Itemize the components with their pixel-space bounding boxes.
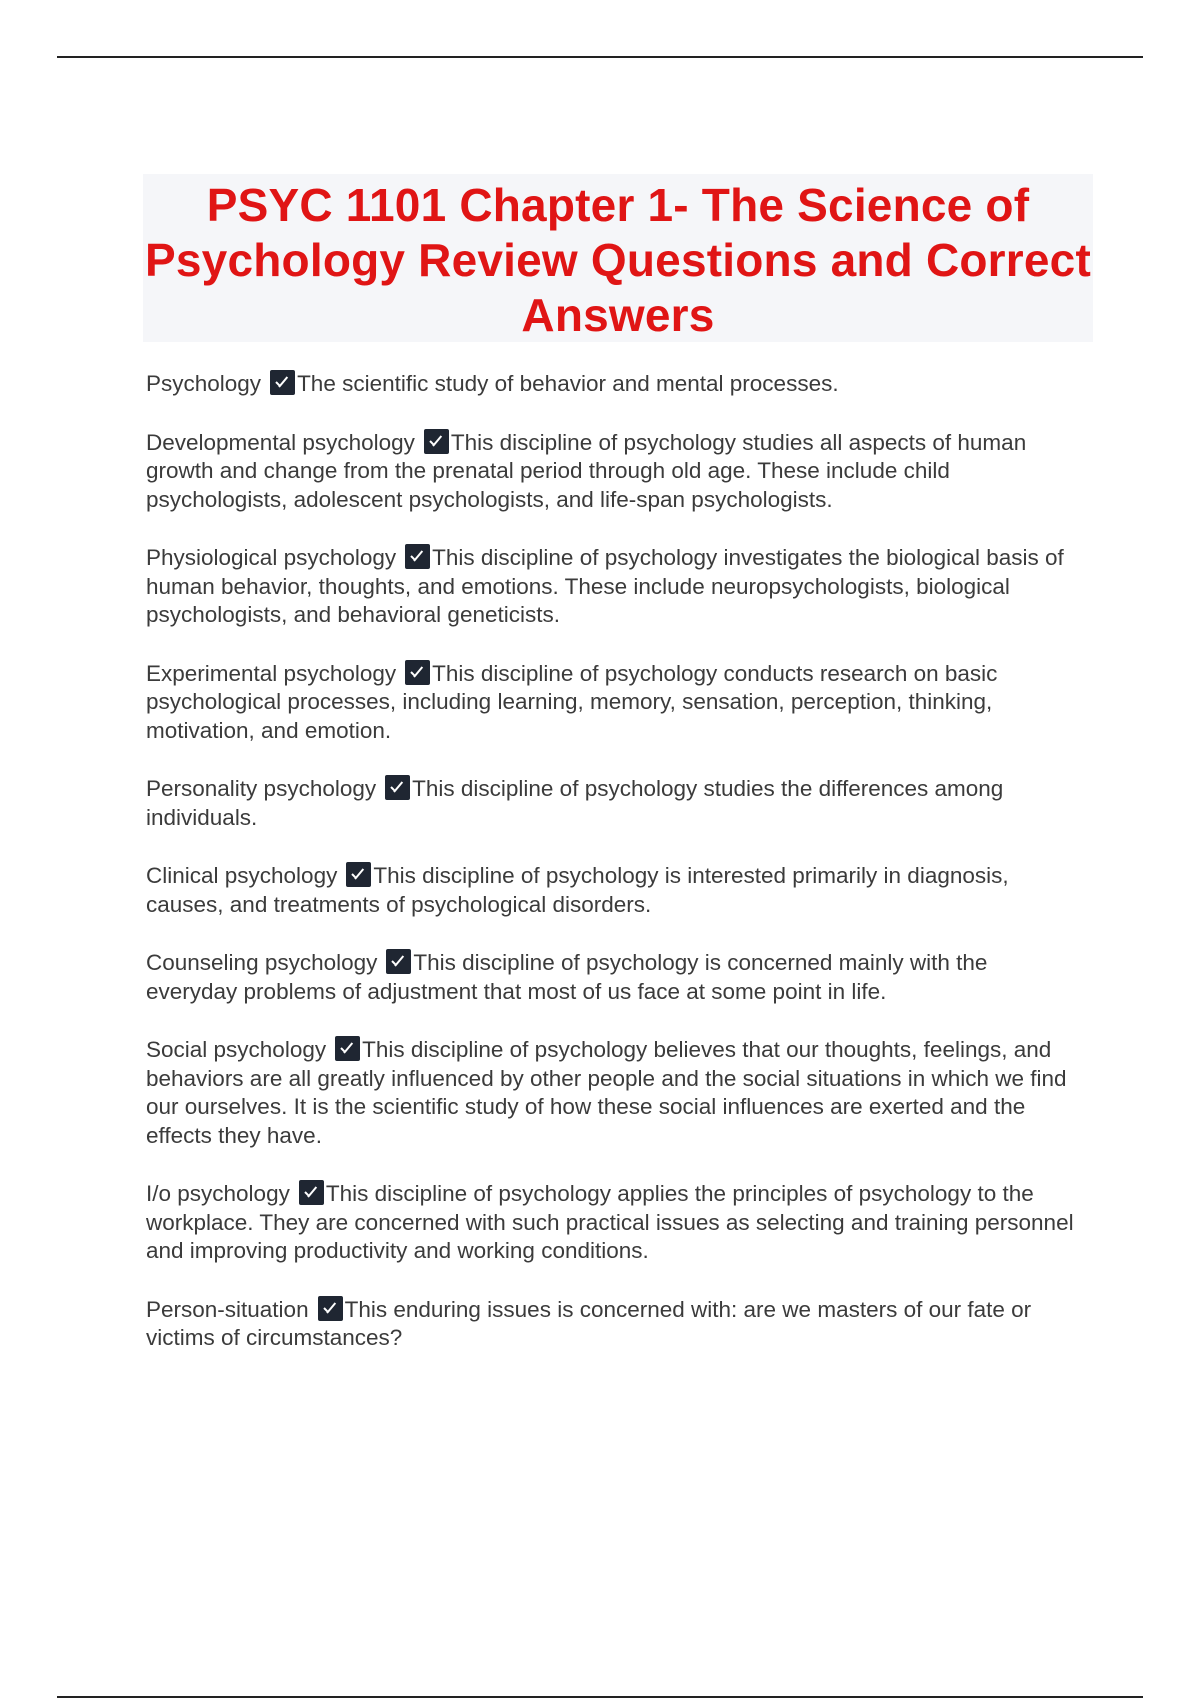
qa-list — [146, 370, 1081, 1383]
entry-term: Psychology — [146, 371, 262, 396]
title-banner — [143, 174, 1093, 342]
entry-term: Counseling psychology — [146, 950, 378, 975]
entry-definition: The scientific study of behavior and mental processes. — [297, 371, 839, 396]
qa-entry — [146, 544, 1081, 630]
qa-entry — [146, 862, 1081, 919]
entry-term: Experimental psychology — [146, 660, 397, 686]
check-mark-icon — [386, 949, 411, 974]
entry-definition: This discipline of psychology applies the principles of psychology to the workplace. They are concerned with such practical issues as selecting and training personnel and improving productivity and working conditions. — [146, 1181, 1074, 1263]
check-mark-icon — [270, 370, 295, 395]
document-title: PSYC 1101 Chapter 1- The Science of Psychology Review Questions and Correct Answers — [145, 179, 1091, 341]
entry-definition: This discipline of psychology studies the differences among individuals. — [146, 776, 1004, 830]
qa-entry — [146, 1180, 1081, 1266]
entry-term: Developmental psychology — [146, 429, 415, 455]
qa-entry — [146, 775, 1081, 832]
entry-term: Clinical psychology — [146, 863, 338, 888]
check-mark-icon — [385, 775, 410, 800]
check-mark-icon — [299, 1180, 324, 1205]
entry-definition: This discipline of psychology investigates the biological basis of human behavior, thoughts, and emotions. These include neuropsychologists, biological psychologists, and behavioral geneticists. — [146, 545, 1064, 627]
entry-definition: This discipline of psychology believes that our thoughts, feelings, and behaviors are all greatly influenced by other people and the social situations in which we find our ourselves. It is the scientific study of how these social influences are exerted and the effects they have. — [146, 1037, 1067, 1148]
check-mark-icon — [405, 544, 430, 569]
check-mark-icon — [405, 660, 430, 685]
qa-entry — [146, 1036, 1081, 1150]
qa-entry — [146, 429, 1081, 515]
qa-entry — [146, 660, 1081, 746]
qa-entry — [146, 370, 1081, 399]
entry-definition: This discipline of psychology conducts research on basic psychological processes, including learning, memory, sensation, perception, thinking, motivation, and emotion. — [146, 660, 998, 743]
entry-term: Physiological psychology — [146, 545, 397, 570]
entry-term: Personality psychology — [146, 776, 377, 801]
entry-term: Social psychology — [146, 1037, 327, 1062]
check-mark-icon — [346, 862, 371, 887]
header-rule — [57, 56, 1143, 58]
qa-entry — [146, 1296, 1081, 1353]
check-mark-icon — [318, 1296, 343, 1321]
entry-term: Person-situation — [146, 1296, 309, 1322]
entry-definition: This discipline of psychology is interested primarily in diagnosis, causes, and treatments of psychological disorders. — [146, 863, 1009, 917]
check-mark-icon — [424, 429, 449, 454]
qa-entry — [146, 949, 1081, 1006]
check-mark-icon — [335, 1036, 360, 1061]
entry-definition: This enduring issues is concerned with: are we masters of our fate or victims of circumstances? — [146, 1296, 1032, 1350]
entry-definition: This discipline of psychology is concerned mainly with the everyday problems of adjustment that most of us face at some point in life. — [146, 950, 988, 1004]
entry-term: I/o psychology — [146, 1181, 290, 1206]
footer-rule — [57, 1696, 1143, 1698]
entry-definition: This discipline of psychology studies all aspects of human growth and change from the prenatal period through old age. These include child psychologists, adolescent psychologists, and life-span psychologists. — [146, 429, 1027, 512]
